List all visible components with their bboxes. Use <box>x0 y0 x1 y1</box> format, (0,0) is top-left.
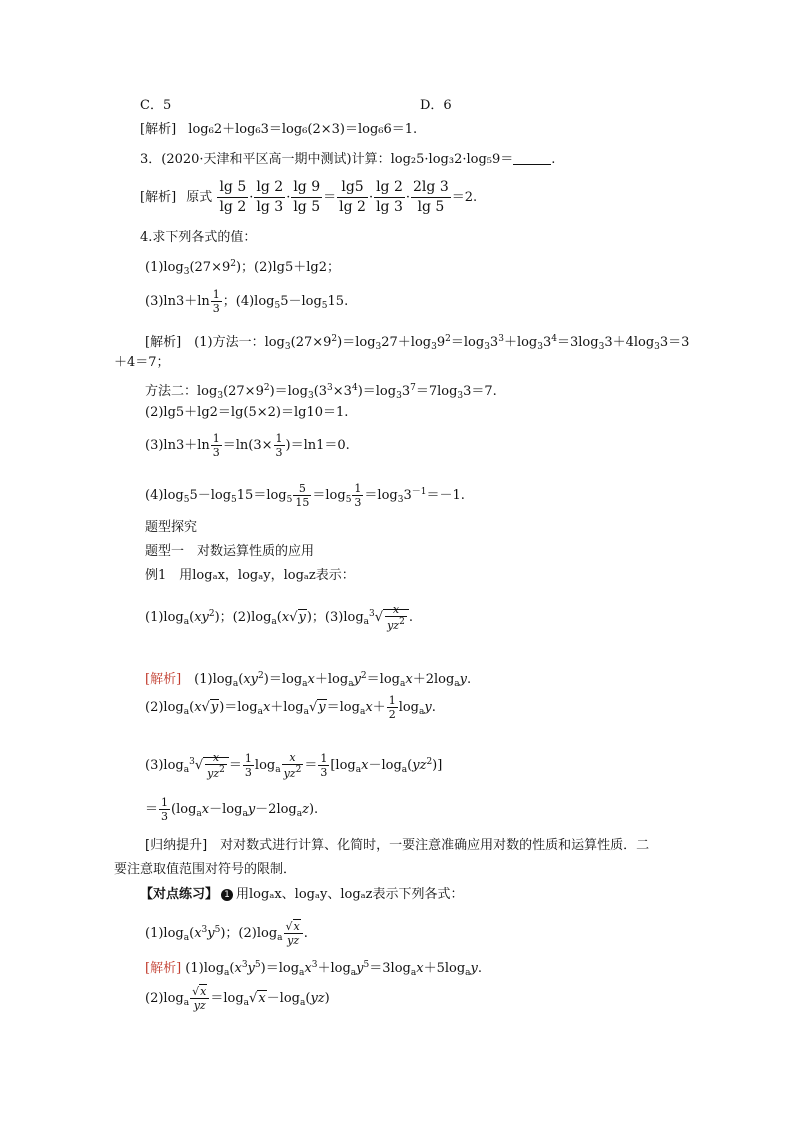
summary-line-2: 要注意取值范围对符号的限制． <box>114 862 297 877</box>
q3-word: 原式 <box>186 190 213 205</box>
q4-part-3-4: (3)ln3＋ln $\frac{1}{3}$ ；$(4)\log_55-\log_515$. <box>145 288 349 315</box>
type-1-heading: 题型一 对数运算性质的应用 <box>145 544 315 559</box>
fraction: $\frac{x}{yz^2}$ <box>387 603 405 632</box>
practice-parts: $(1)\log_a(x^3y^5)$；$(2)\log_a$ $\frac{√x}{yz}$ . <box>145 920 308 947</box>
fraction: $\frac{1}{3}$ <box>354 482 362 509</box>
q4-solution-line2: ＋4＝7； <box>114 355 170 370</box>
q4-part-2-solution: (2)lg5＋lg2＝lg(5×2)＝lg10＝1. <box>145 405 349 420</box>
solution-tag: [解析] <box>140 190 177 205</box>
practice-tag: 【对点练习】 <box>140 887 219 902</box>
fraction: $\frac{1}{3}$ <box>212 288 220 315</box>
fraction: $\frac{\lg 2}{\lg 3}$ <box>376 179 403 215</box>
example-1-solution-3-cont: ＝ $\frac{1}{3}$ $(\log_ax-\log_ay-2\log_az)$. <box>145 796 319 823</box>
fraction: $\frac{√x}{yz}$ <box>190 986 209 1011</box>
circled-number: 1 <box>221 889 233 901</box>
fraction: $\frac{5}{15}$ <box>295 482 310 509</box>
section-title: 题型探究 <box>145 520 198 535</box>
q3-prefix: 3．(2020·天津和平区高一期中测试)计算：log₂5·log₃2·log₅9＝ <box>140 152 514 167</box>
fraction: $\frac{1}{3}$ <box>320 752 328 779</box>
fraction: $\frac{1}{3}$ <box>244 752 252 779</box>
solution-tag: [解析] <box>145 335 182 350</box>
q3-solution: [解析] 原式 $\frac{\lg 5}{\lg 2}$ · $\frac{\lg 2}{\lg 3}$ · $\frac{\lg 9}{\lg 5}$ ＝ $\frac{\lg 5}{\lg 2}$ · $\frac{\lg 2}{\lg 3}$ · $\frac{2\lg 3}{\lg 5}$ ＝2. <box>140 179 478 215</box>
fraction: $\frac{1}{3}$ <box>212 432 220 459</box>
practice-heading <box>140 887 464 903</box>
q4-title: 4.求下列各式的值： <box>140 230 257 245</box>
solution-tag: [解析] <box>145 961 182 976</box>
fraction: $\frac{2\lg 3}{\lg 5}$ <box>413 179 449 215</box>
fraction: $\frac{1}{3}$ <box>161 796 169 823</box>
q3-question <box>140 152 555 168</box>
q4-part-3-solution: (3)ln3＋ln $\frac{1}{3}$ ＝ln(3× $\frac{1}{3}$ )＝ln1＝0. <box>145 432 350 459</box>
q4-solution-line1: [解析] (1)方法一：$\log_3(27\times 9^2)=\log_327+\log_39^2=\log_33^3+\log_33^4=3\log_33+4\log_33=3$ <box>145 334 690 352</box>
q4-part-1-2: $(1)\log_3(27\times 9^2)$；(2)lg5＋lg2； <box>145 259 340 277</box>
solution-tag: [解析] <box>145 672 182 687</box>
q4-part-4-solution: $(4)\log_55-\log_515=\log_5$ $\frac{5}{15}$ $=\log_5$ $\frac{1}{3}$ $=\log_33^{-1}=-1$. <box>145 482 465 509</box>
q4-method-2: 方法二：$\log_3(27\times 9^2)=\log_3(3^3\times 3^4)=\log_33^7=7\log_33=7$. <box>145 383 497 401</box>
method-2-lead: 方法二： <box>145 384 198 399</box>
example-1-prompt: 例1 用logₐx，logₐy，logₐz表示： <box>145 568 355 583</box>
answer-blank <box>513 152 551 165</box>
practice-text: 用logₐx、logₐy、logₐz表示下列各式： <box>236 887 464 902</box>
fraction: $\frac{x}{yz^2}$ <box>207 751 225 780</box>
practice-solution-2: $(2)\log_a$ $\frac{√x}{yz}$ $=\log_a√x-\log_a(yz)$ <box>145 985 330 1012</box>
solution-tag: [解析] <box>140 122 177 137</box>
example-1-parts: $(1)\log_a(xy^2)$；$(2)\log_a(x√y)$；$(3)\log_a^3√$ $\frac{x}{yz^2}$ . <box>145 603 413 632</box>
fraction: $\frac{\lg 5}{\lg 2}$ <box>219 179 247 215</box>
example-1-solution-3: $(3)\log_a^3√$ $\frac{x}{yz^2}$ ＝ $\frac{1}{3}$ $\log_a$ $\frac{x}{yz^2}$ ＝ $\frac{1}{3}$ $[\log_ax-\log_a(yz^2)]$ <box>145 751 443 780</box>
example-1-solution-2: $(2)\log_a(x√y)=\log_ax+\log_a√y=\log_ax+$ $\frac{1}{2}$ $\log_ay$. <box>145 694 436 721</box>
summary-tag: [归纳提升] <box>145 838 208 853</box>
fraction: $\frac{1}{3}$ <box>275 432 283 459</box>
fraction: $\frac{√x}{yz}$ <box>284 921 303 946</box>
practice-solution-1: [解析] $(1)\log_a(x^3y^5)=\log_ax^3+\log_ay^5=3\log_ax+5\log_ay$. <box>145 960 483 978</box>
q2-solution <box>140 122 417 138</box>
fraction: $\frac{\lg 9}{\lg 5}$ <box>293 179 321 215</box>
fraction: $\frac{1}{2}$ <box>388 694 396 721</box>
fraction: $\frac{\lg 2}{\lg 3}$ <box>256 179 284 215</box>
example-1-solution-1: [解析] $(1)\log_a(xy^2)=\log_ax+\log_ay^2=\log_ax+2\log_ay$. <box>145 671 472 689</box>
q2-expression: log₆2＋log₆3＝log₆(2×3)＝log₆6＝1. <box>188 122 418 137</box>
option-d: D．6 <box>420 98 452 113</box>
summary-line-1 <box>145 838 649 854</box>
option-c: C．5 <box>140 98 172 113</box>
summary-text-1: 对对数式进行计算、化简时，一要注意准确应用对数的性质和运算性质．二 <box>220 838 650 853</box>
q3-suffix: . <box>551 152 556 167</box>
fraction: $\frac{x}{yz^2}$ <box>283 751 302 780</box>
q3-result: ＝2. <box>451 190 478 205</box>
fraction: $\frac{\lg 5}{\lg 2}$ <box>339 179 366 215</box>
